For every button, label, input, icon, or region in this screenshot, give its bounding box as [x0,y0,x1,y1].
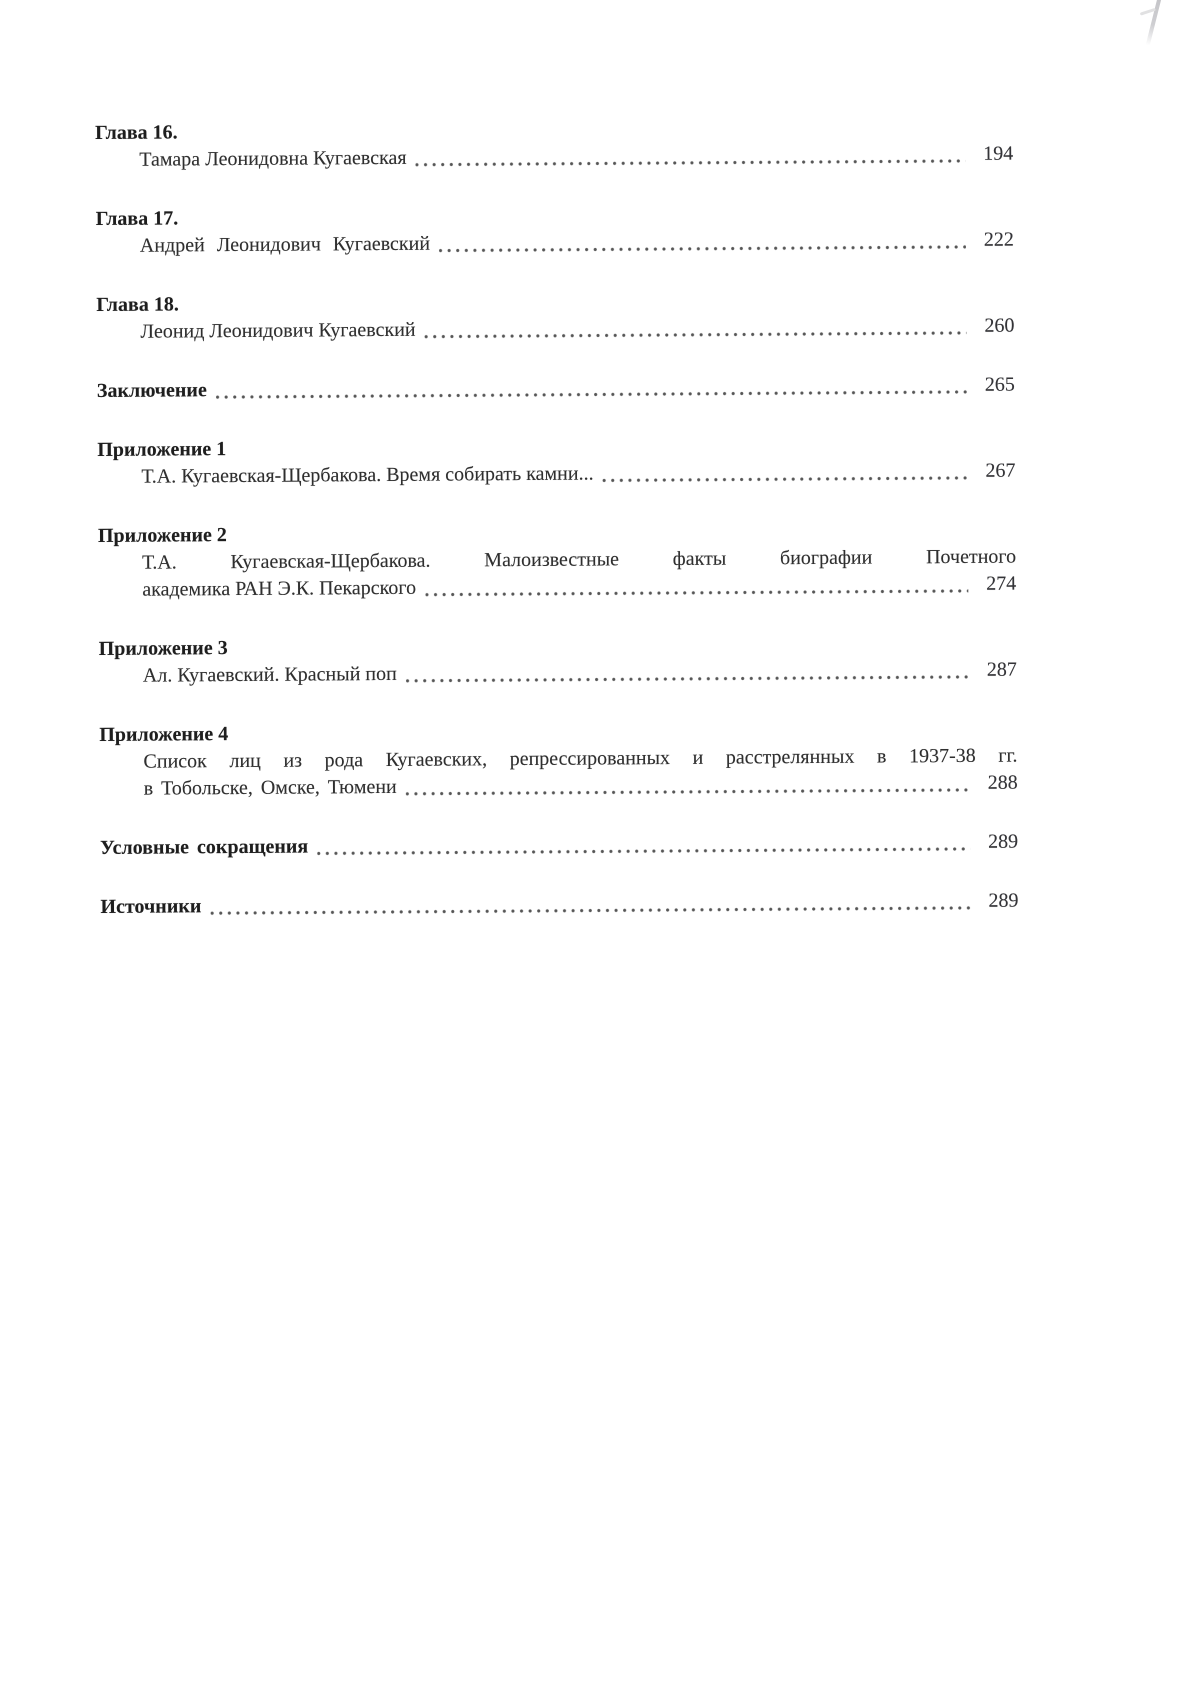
dot-leader [439,245,966,253]
toc-entry-sources [100,888,1018,921]
toc-line [96,227,1014,260]
toc-entry-conclusion [97,372,1015,405]
appendix-heading: Приложение 1 [97,438,227,461]
page-number: 222 [983,228,1014,251]
section-heading: Условные сокращения [100,835,309,859]
dot-leader [406,675,969,683]
toc-line [98,571,1016,604]
page-number: 289 [987,830,1019,853]
chapter-heading: Глава 17. [95,207,179,230]
page-number: 267 [985,459,1016,482]
page-number: 287 [986,658,1017,681]
toc-line [95,141,1013,174]
appendix-title: Ал. Кугаевский. Красный поп [142,662,397,687]
page-number: 194 [983,142,1014,165]
table-of-contents [95,114,1019,953]
chapter-title: Тамара Леонидовна Кугаевская [139,146,407,171]
dot-leader [406,788,970,796]
dot-leader [210,906,970,915]
toc-line [97,458,1015,491]
dot-leader [416,159,966,167]
appendix-title-line1: Т.А. Кугаевская-Щербакова. Малоизвестные факты биографии Почетного [142,545,1017,574]
appendix-title-line1: Список лиц из рода Кугаевских, репрессированных и расстрелянных в 1937-38 гг. [143,744,1018,773]
page-number: 265 [984,373,1015,396]
appendix-title-line2: в Тобольске, Омске, Тюмени [143,775,397,800]
chapter-heading: Глава 16. [95,121,178,144]
toc-line [100,829,1018,862]
dot-leader [216,390,967,399]
toc-line [96,313,1014,346]
page-number: 260 [984,314,1015,337]
dot-leader [425,589,968,597]
toc-entry-chapter-18 [96,286,1014,346]
toc-entry-abbreviations [100,829,1018,862]
dot-leader [603,476,968,483]
toc-line [99,657,1017,690]
page-number: 274 [986,572,1017,595]
toc-entry-appendix-4 [99,716,1018,803]
chapter-title: Леонид Леонидович Кугаевский [140,318,416,343]
toc-entry-appendix-2 [98,517,1017,604]
appendix-heading: Приложение 4 [99,723,229,746]
toc-entry-appendix-3 [99,630,1017,690]
toc-entry-chapter-16 [95,114,1013,174]
appendix-heading: Приложение 3 [98,637,228,660]
scan-artifact-mark [1146,0,1162,46]
page-number: 288 [987,771,1018,794]
toc-line [97,372,1015,405]
toc-line [100,770,1018,803]
section-heading: Заключение [96,379,207,402]
chapter-title: Андрей Леонидович Кугаевский [139,232,431,257]
dot-leader [425,331,967,339]
toc-entry-appendix-1 [97,431,1015,491]
page-number: 289 [988,889,1019,912]
section-heading: Источники [100,895,202,918]
appendix-heading: Приложение 2 [97,524,227,547]
chapter-heading: Глава 18. [96,293,179,316]
appendix-title: Т.А. Кугаевская-Щербакова. Время собирать камни... [141,462,594,488]
toc-line [100,888,1018,921]
appendix-title-line2: академика РАН Э.К. Пекарского [142,576,417,601]
toc-entry-chapter-17 [96,200,1014,260]
dot-leader [317,847,970,856]
